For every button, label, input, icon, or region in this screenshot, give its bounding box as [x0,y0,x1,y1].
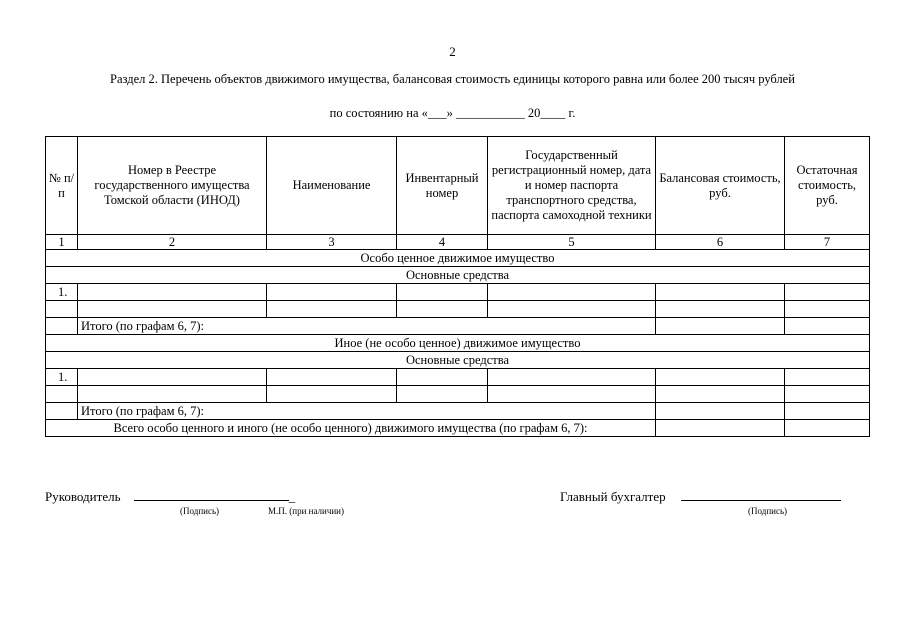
section-a-subtitle: Основные средства [46,267,870,284]
section-a-total-row [46,318,870,335]
table-cell [46,403,78,420]
column-number: 2 [78,235,267,250]
table-row [46,301,870,318]
section-a-title-row [46,250,870,267]
table-cell[interactable] [488,369,656,386]
table-cell[interactable] [656,369,785,386]
table-cell[interactable] [488,301,656,318]
column-number: 4 [397,235,488,250]
table-cell[interactable] [656,386,785,403]
accountant-signature-caption: (Подпись) [748,506,788,516]
table-cell[interactable] [46,301,78,318]
header-cell-residual-value: Остаточная стоимость, руб. [785,137,870,235]
header-cell-registry-number: Номер в Реестре государственного имущества Томской области (ИНОД) [78,137,267,235]
accountant-signature-line[interactable] [681,488,841,501]
table-cell[interactable] [78,301,267,318]
column-number: 1 [46,235,78,250]
column-number: 3 [267,235,397,250]
table-cell[interactable] [267,386,397,403]
section-b-total-residual-value[interactable] [785,403,870,420]
section-a-total-residual-value[interactable] [785,318,870,335]
table-cell[interactable] [267,369,397,386]
header-cell-inventory-number: Инвентарный номер [397,137,488,235]
head-signature-block [45,488,295,505]
grand-total-book-value[interactable] [656,420,785,437]
section-b-total-row [46,403,870,420]
table-cell[interactable] [267,284,397,301]
header-cell-registration-number: Государственный регистрационный номер, дата и номер паспорта транспортного средства, паспорта самоходной техники [488,137,656,235]
table-row [46,284,870,301]
table-row [46,386,870,403]
section-b-total-book-value[interactable] [656,403,785,420]
section-a-subtitle-row [46,267,870,284]
head-label: Руководитель [45,489,121,504]
grand-total-row [46,420,870,437]
table-cell[interactable] [656,301,785,318]
grand-total-label: Всего особо ценного и иного (не особо ценного) движимого имущества (по графам 6, 7): [46,420,656,437]
section-b-title: Иное (не особо ценное) движимое имущество [46,335,870,352]
section-b-title-row [46,335,870,352]
table-cell[interactable] [78,386,267,403]
column-number: 7 [785,235,870,250]
accountant-label: Главный бухгалтер [560,489,666,504]
header-cell-book-value: Балансовая стоимость, руб. [656,137,785,235]
table-cell[interactable] [267,301,397,318]
header-cell-num: № п/п [46,137,78,235]
table-cell[interactable] [78,284,267,301]
table-cell[interactable] [785,386,870,403]
grand-total-residual-value[interactable] [785,420,870,437]
section-a-total-book-value[interactable] [656,318,785,335]
section-b-total-label: Итого (по графам 6, 7): [78,403,656,420]
section-b-subtitle: Основные средства [46,352,870,369]
table-cell[interactable] [397,386,488,403]
table-cell[interactable] [397,301,488,318]
date-line: по состоянию на «___» ___________ 20____ г. [329,106,576,120]
page-number: 2 [449,44,456,59]
header-cell-name: Наименование [267,137,397,235]
column-number: 6 [656,235,785,250]
column-number-row [46,235,870,250]
table-cell[interactable] [78,369,267,386]
header-row [46,137,870,235]
property-table [45,136,870,437]
table-cell[interactable] [46,386,78,403]
section-title: Раздел 2. Перечень объектов движимого имущества, балансовая стоимость единицы которого равна или более 200 тысяч рублей [110,72,795,86]
section-b-subtitle-row [46,352,870,369]
table-cell[interactable] [785,301,870,318]
table-row [46,369,870,386]
table-cell[interactable] [785,284,870,301]
table-cell[interactable] [656,284,785,301]
head-signature-line[interactable] [134,488,289,501]
table-cell[interactable] [397,369,488,386]
table-cell [46,318,78,335]
head-signature-line-tail: _ [288,489,296,504]
section-a-title: Особо ценное движимое имущество [46,250,870,267]
table-cell[interactable] [488,284,656,301]
row-number: 1. [46,369,78,386]
accountant-signature-block [560,488,841,505]
table-cell[interactable] [488,386,656,403]
column-number: 5 [488,235,656,250]
head-signature-caption: (Подпись) [180,506,220,516]
table-cell[interactable] [785,369,870,386]
table-cell[interactable] [397,284,488,301]
stamp-caption: М.П. (при наличии) [268,506,344,516]
row-number: 1. [46,284,78,301]
section-a-total-label: Итого (по графам 6, 7): [78,318,656,335]
